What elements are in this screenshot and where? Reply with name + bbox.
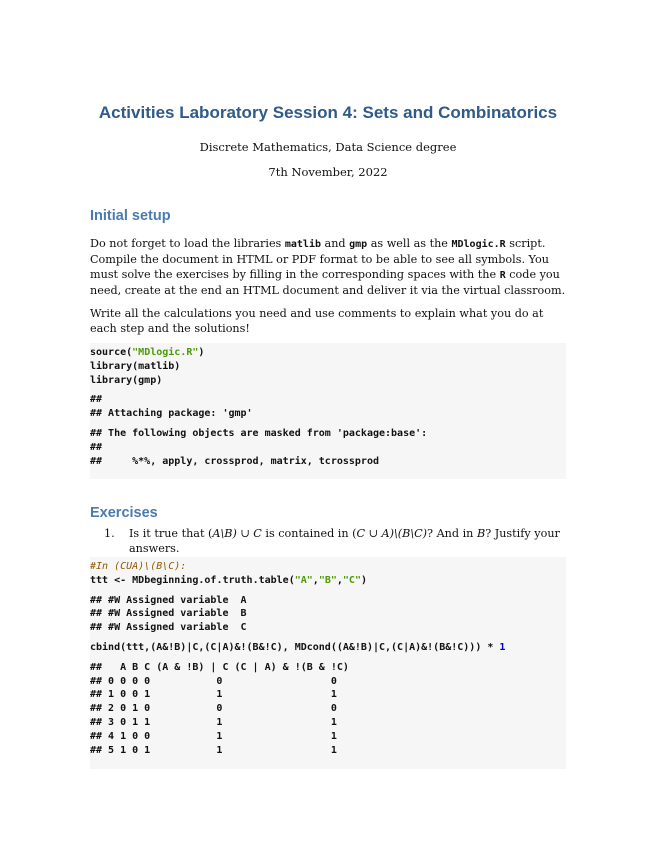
truth-table-row: ## 1 0 0 1 1 1 bbox=[90, 689, 337, 701]
truth-table-row: ## 4 1 0 0 1 1 bbox=[90, 730, 337, 742]
lib-name-matlib: matlib bbox=[284, 239, 321, 250]
setup-paragraph-1: Do not forget to load the libraries matlib and gmp as well as the MDlogic.R script. Compile the document in HTML or PDF format to be able to see all symbols. You must solve the exercises by filling in the corresponding spaces with the R code you need, create at the end an HTML document and deliver it via the virtual classroom. bbox=[90, 237, 566, 297]
exercise-code-block: #In (CUA)\(B\C): ttt <- MDbeginning.of.truth.table("A","B","C") ## #W Assigned variable A ## #W Assigned variable B ## #W Assigned variable C cbind(ttt,(A&!B)|C,(C|A)&!(B&!C), MDcond((A&!B)|C,(C|A)&!(B&!C))) * 1 ## A B C (A & !B) | C (C | A) & !(B & !C) ## 0 0 0 0 0 0 ## 1 0 0 1 1 1 ## 2 0 1 0 0 0 ## 3 0 1 1 1 1 ## 4 1 0 0 1 1 ## 5 1 0 1 1 1 bbox=[90, 557, 566, 769]
exercise-number: 1. bbox=[104, 527, 115, 540]
page-date: 7th November, 2022 bbox=[268, 165, 388, 179]
truth-table-row: ## 2 0 1 0 0 0 bbox=[90, 703, 337, 715]
section-heading-initial-setup: Initial setup bbox=[90, 208, 171, 224]
r-language-name: R bbox=[499, 270, 506, 281]
setup-paragraph-2: Write all the calculations you need and use comments to explain what you do at each step and the solutions! bbox=[90, 307, 544, 335]
page-title: Activities Laboratory Session 4: Sets and Combinatorics bbox=[98, 103, 558, 122]
truth-table-header: ## A B C (A & !B) | C (C | A) & !(B & !C) bbox=[90, 661, 349, 673]
truth-table-row: ## 0 0 0 0 0 0 bbox=[90, 675, 337, 687]
page-subtitle: Discrete Mathematics, Data Science degree bbox=[199, 140, 457, 154]
truth-table-row: ## 5 1 0 1 1 1 bbox=[90, 744, 337, 756]
truth-table-row: ## 3 0 1 1 1 1 bbox=[90, 716, 337, 728]
section-heading-exercises: Exercises bbox=[90, 505, 158, 521]
exercise-text: Is it true that (A\B) ∪ C is contained in (C ∪ A)\(B\C)? And in B? Justify your answers. bbox=[129, 527, 560, 555]
lib-name-gmp: gmp bbox=[349, 239, 368, 250]
setup-code-block: source("MDlogic.R") library(matlib) library(gmp) ## ## Attaching package: 'gmp' ## The following objects are masked from 'package:base': ## ## %*%, apply, crossprod, matrix, tcrossprod bbox=[90, 343, 566, 479]
exercise-item-1 bbox=[104, 526, 566, 556]
script-name: MDlogic.R bbox=[451, 239, 506, 250]
